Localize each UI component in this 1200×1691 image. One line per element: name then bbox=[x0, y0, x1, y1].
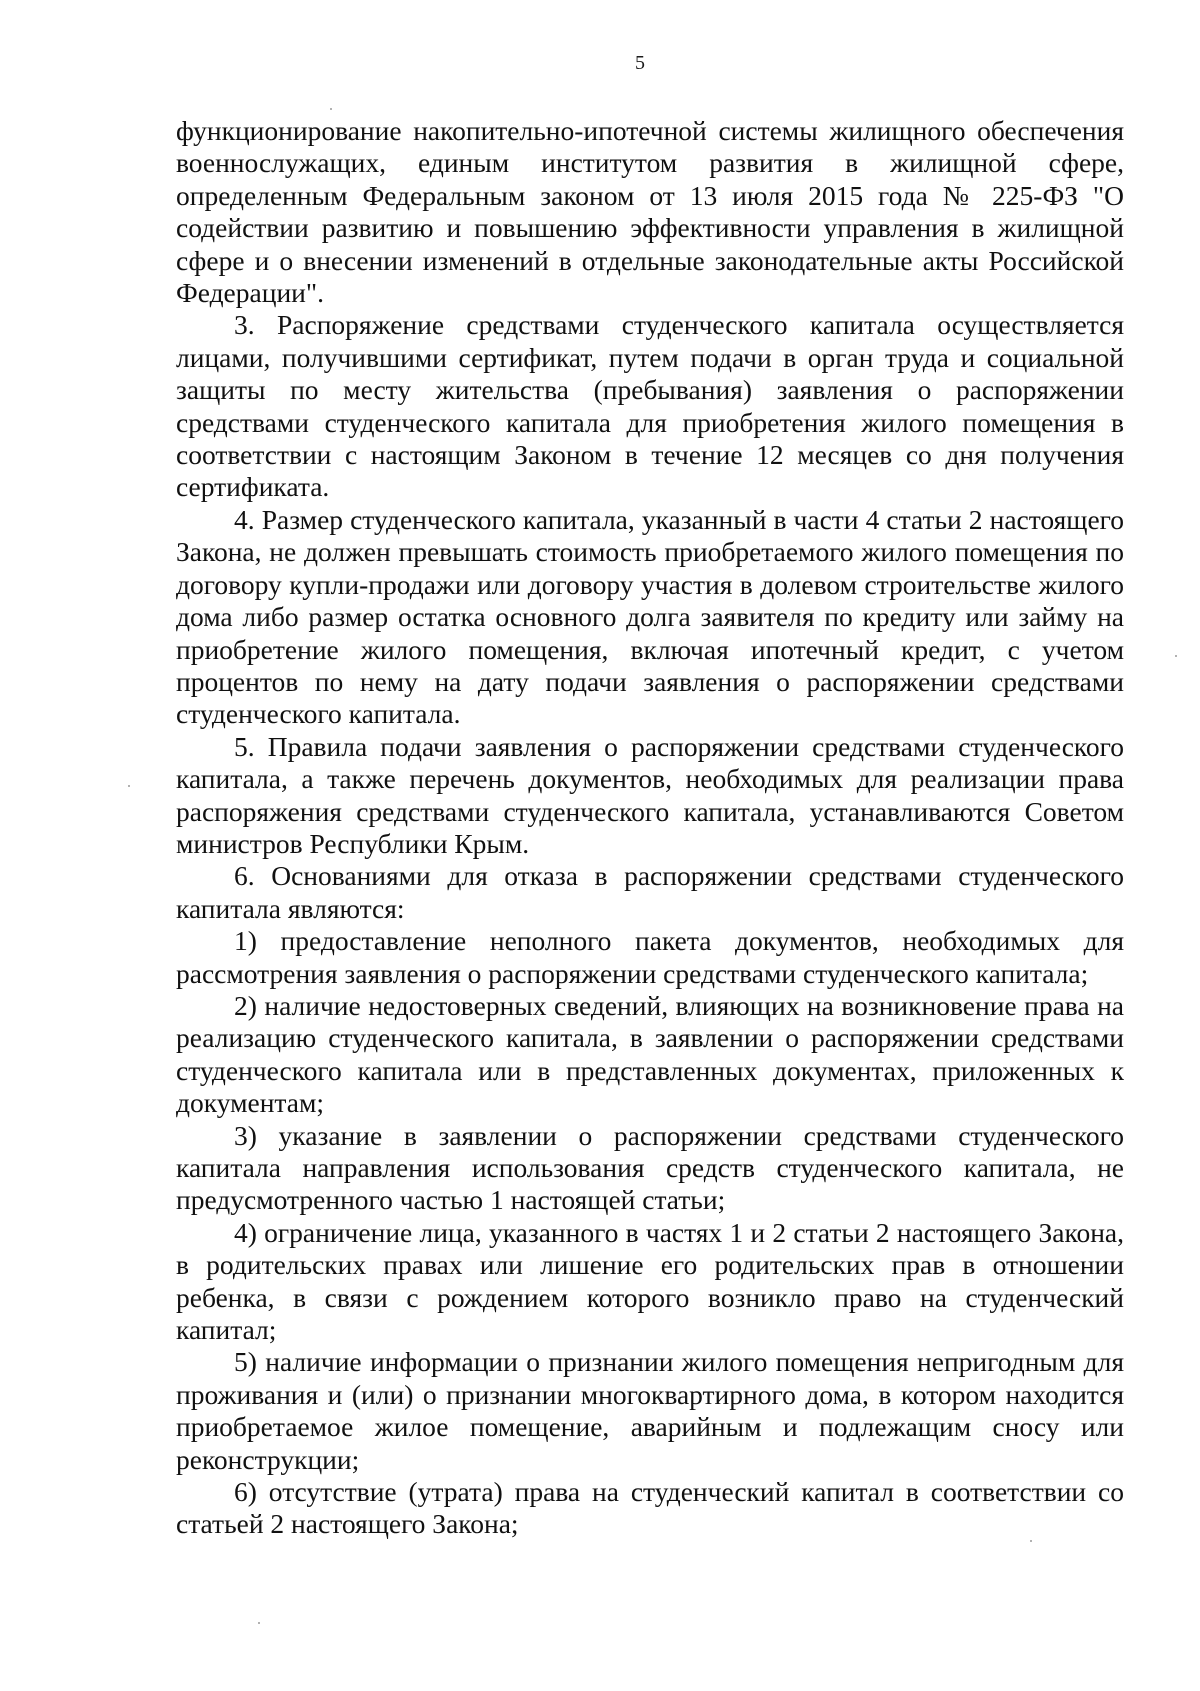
paragraph-continuation: функционирование накопительно-ипотечной системы жилищного обеспечения военнослужащих, единым институтом развития в жилищной сфере, определенным Федеральным законом от 13 июля 2015 года № 225-ФЗ "О содействии развитию и повышению эффективности управления в жилищной сфере и о внесении изменений в отдельные законодательные акты Российской Федерации". bbox=[176, 115, 1124, 309]
subitem-3: 3) указание в заявлении о распоряжении средствами студенческого капитала направления использования средств студенческого капитала, не предусмотренного частью 1 настоящей статьи; bbox=[176, 1119, 1124, 1216]
subitem-1: 1) предоставление неполного пакета документов, необходимых для рассмотрения заявления о распоряжении средствами студенческого капитала; bbox=[176, 925, 1124, 989]
scan-speck bbox=[258, 1622, 260, 1624]
scan-speck bbox=[128, 785, 130, 787]
page-number: 5 bbox=[635, 52, 645, 74]
paragraph-item-5: 5. Правила подачи заявления о распоряжении средствами студенческого капитала, а также перечень документов, необходимых для реализации права распоряжения средствами студенческого капитала, устанавливаются Советом министров Республики Крым. bbox=[176, 730, 1124, 859]
paragraph-item-3: 3. Распоряжение средствами студенческого капитала осуществляется лицами, получившими сертификат, путем подачи в орган труда и социальной защиты по месту жительства (пребывания) заявления о распоряжении средствами студенческого капитала для приобретения жилого помещения в соответствии с настоящим Законом в течение 12 месяцев со дня получения сертификата. bbox=[176, 309, 1124, 503]
paragraph-item-6: 6. Основаниями для отказа в распоряжении средствами студенческого капитала являются: bbox=[176, 860, 1124, 924]
scan-speck bbox=[1175, 655, 1177, 657]
subitem-2: 2) наличие недостоверных сведений, влияющих на возникновение права на реализацию студенческого капитала, в заявлении о распоряжении средствами студенческого капитала или в представленных документах, приложенных к документам; bbox=[176, 989, 1124, 1119]
scan-speck bbox=[1030, 1540, 1032, 1542]
subitem-6: 6) отсутствие (утрата) права на студенческий капитал в соответствии со статьей 2 настоящего Закона; bbox=[176, 1476, 1124, 1540]
subitem-5: 5) наличие информации о признании жилого помещения непригодным для проживания и (или) о признании многоквартирного дома, в котором находится приобретаемое жилое помещение, аварийным и подлежащим сносу или реконструкции; bbox=[176, 1346, 1124, 1475]
scan-speck bbox=[330, 108, 332, 110]
document-body bbox=[176, 115, 1124, 1541]
paragraph-item-4: 4. Размер студенческого капитала, указанный в части 4 статьи 2 настоящего Закона, не должен превышать стоимость приобретаемого жилого помещения по договору купли-продажи или договору участия в долевом строительстве жилого дома либо размер остатка основного долга заявителя по кредиту или займу на приобретение жилого помещения, включая ипотечный кредит, с учетом процентов по нему на дату подачи заявления о распоряжении средствами студенческого капитала. bbox=[176, 503, 1124, 730]
subitem-4: 4) ограничение лица, указанного в частях 1 и 2 статьи 2 настоящего Закона, в родительских правах или лишение его родительских прав в отношении ребенка, в связи с рождением которого возникло право на студенческий капитал; bbox=[176, 1216, 1124, 1346]
